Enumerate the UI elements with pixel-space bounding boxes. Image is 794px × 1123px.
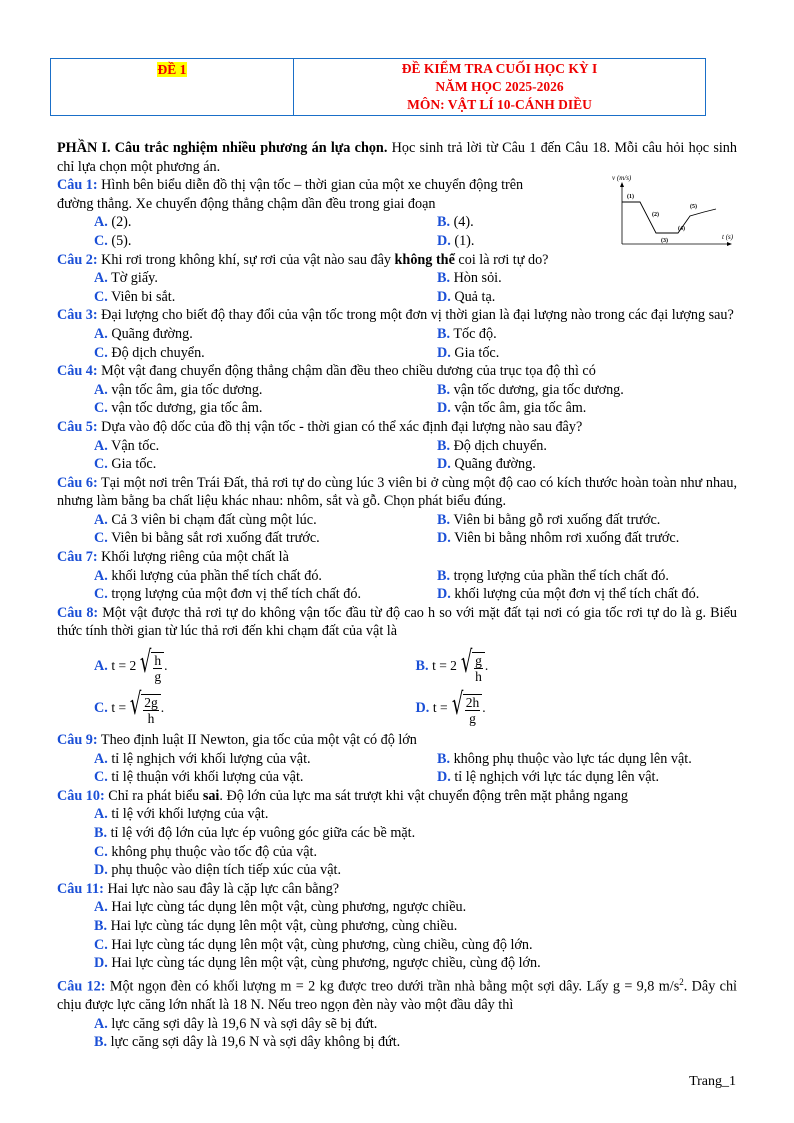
question-emphasis: sai <box>202 787 220 804</box>
option-text: (4). <box>453 214 474 231</box>
graph-ylabel: v (m/s) <box>612 174 632 182</box>
option-a[interactable] <box>57 1015 737 1034</box>
option-d[interactable] <box>57 954 737 973</box>
question-text: coi là rơi tự do? <box>454 251 549 268</box>
option-text: trọng lượng của phần thể tích chất đó. <box>453 567 669 584</box>
option-text: Độ dịch chuyển. <box>453 437 547 454</box>
option-text: phụ thuộc vào diện tích tiếp xúc của vật. <box>111 862 342 879</box>
options-row <box>57 399 737 418</box>
option-c[interactable] <box>94 768 437 787</box>
header-left-cell <box>51 59 294 115</box>
options-row <box>57 325 737 344</box>
option-text: Hòn sỏi. <box>453 270 502 287</box>
option-text: trọng lượng của một đơn vị thể tích chất đó. <box>111 586 361 603</box>
option-text: lực căng sợi dây là 19,6 N và sợi dây không bị đứt. <box>110 1034 401 1051</box>
option-letter: D. <box>94 862 108 879</box>
option-letter: B. <box>437 750 451 767</box>
option-b[interactable] <box>437 213 737 232</box>
page-number: Trang_1 <box>689 1074 736 1089</box>
question-label: Câu 5: <box>57 418 98 435</box>
option-b[interactable] <box>437 437 737 456</box>
option-d[interactable] <box>437 455 737 474</box>
questions-content <box>57 139 737 1052</box>
option-text: Viên bi bằng gỗ rơi xuống đất trước. <box>453 511 661 528</box>
question-label: Câu 10: <box>57 787 105 804</box>
options-row <box>57 567 737 586</box>
option-a[interactable] <box>94 381 437 400</box>
question-9 <box>57 731 737 750</box>
option-d[interactable] <box>437 585 737 604</box>
numerator: h <box>154 653 162 669</box>
option-text: vận tốc âm, gia tốc dương. <box>111 381 263 398</box>
option-letter: A. <box>94 325 108 342</box>
option-letter: C. <box>94 288 108 305</box>
fraction <box>151 652 164 684</box>
option-letter: B. <box>437 567 451 584</box>
option-letter: D. <box>437 769 451 786</box>
option-text: lực căng sợi dây là 19,6 N và sợi dây sẽ bị đứt. <box>111 1015 378 1032</box>
exam-code: ĐỀ 1 <box>157 62 187 77</box>
options-row <box>57 768 737 787</box>
question-emphasis: không thể <box>394 251 455 268</box>
question-label: Câu 11: <box>57 880 104 897</box>
option-c[interactable] <box>94 288 437 307</box>
option-letter: C. <box>94 769 108 786</box>
question-4 <box>57 362 737 381</box>
question-label: Câu 12: <box>57 978 106 995</box>
option-letter: B. <box>437 437 451 454</box>
options-row <box>57 288 737 307</box>
question-text: Theo định luật II Newton, gia tốc của một vật có độ lớn <box>97 732 417 749</box>
option-letter: B. <box>437 381 451 398</box>
option-b[interactable] <box>57 824 737 843</box>
option-a[interactable] <box>94 325 437 344</box>
options-row <box>57 529 737 548</box>
option-letter: C. <box>94 936 108 953</box>
formula: t = √ $\frac{2g}{h}$ . <box>111 687 165 727</box>
option-letter: B. <box>94 825 108 841</box>
question-text: Dựa vào độ dốc của đồ thị vận tốc - thời gian có thể xác định đại lượng nào sau đây? <box>97 418 583 435</box>
option-text: Cả 3 viên bi chạm đất cùng một lúc. <box>111 511 317 528</box>
option-letter: B. <box>94 917 108 934</box>
option-c[interactable] <box>57 936 737 955</box>
option-letter: A. <box>94 381 108 398</box>
option-letter: C. <box>94 843 108 860</box>
option-letter: D. <box>437 232 451 249</box>
option-letter: D. <box>415 699 430 716</box>
part-intro <box>57 139 737 176</box>
option-letter: D. <box>437 400 451 417</box>
options-row <box>57 232 737 251</box>
option-c[interactable] <box>94 399 437 418</box>
option-a[interactable] <box>57 898 737 917</box>
formula: t = √ $\frac{2h}{g}$ . <box>432 687 486 727</box>
numerator: g <box>475 653 482 669</box>
question-text: đường thẳng. Xe chuyển động thẳng chậm dần đều trong giai đoạn <box>57 195 436 212</box>
option-text: tỉ lệ nghịch với khối lượng của vật. <box>111 750 311 767</box>
option-d[interactable] <box>437 344 737 363</box>
option-letter: C. <box>94 344 108 361</box>
option-b[interactable] <box>437 269 737 288</box>
option-c[interactable] <box>94 687 416 727</box>
fraction <box>141 694 161 726</box>
question-text: . Độ lớn của lực ma sát trượt khi vật chuyển động trên mặt phẳng ngang <box>219 787 628 804</box>
sqrt-sign: √ $\frac{g}{h}$ <box>457 648 485 684</box>
graph-xlabel: t (s) <box>722 233 734 241</box>
option-text: tỉ lệ thuận với khối lượng của vật. <box>111 769 304 786</box>
option-letter: A. <box>94 806 108 823</box>
part-instructions: Học sinh trả lời từ Câu 1 đến Câu 18. Mỗi câu hỏi học sinh chỉ lựa chọn một phương án. <box>57 140 737 175</box>
question-1 <box>57 176 737 195</box>
options-row <box>57 269 737 288</box>
option-a[interactable] <box>94 511 437 530</box>
question-label: Câu 8: <box>57 604 99 621</box>
question-text: Một ngọn đèn có khối lượng m = 2 kg được treo dưới trần nhà bằng một sợi dây. Lấy g = 9,8 m/s <box>105 978 680 995</box>
graph-seg-1: (1) <box>627 194 634 200</box>
question-text: . Dây chỉ chịu được lực căng lớn nhất là 18 N. Nếu treo ngọn đèn này vào một đầu dây thì <box>57 978 737 1014</box>
question-text: Chỉ ra phát biểu <box>104 787 203 804</box>
option-letter: A. <box>94 1015 108 1032</box>
option-text: Gia tốc. <box>454 344 500 361</box>
option-c[interactable] <box>94 344 437 363</box>
option-text: vận tốc dương, gia tốc dương. <box>453 381 624 398</box>
option-letter: A. <box>94 657 108 674</box>
option-text: tỉ lệ nghịch với lực tác dụng lên vật. <box>454 769 660 786</box>
denominator: h <box>147 711 155 727</box>
question-label: Câu 2: <box>57 251 98 268</box>
option-text: Hai lực cùng tác dụng lên một vật, cùng phương, cùng chiều. <box>110 917 458 934</box>
options-row <box>57 437 737 456</box>
options-row <box>57 511 737 530</box>
option-letter: D. <box>437 288 451 305</box>
header-right-cell <box>294 59 705 115</box>
denominator: g <box>469 711 476 727</box>
option-text: Tốc độ. <box>453 325 497 342</box>
option-letter: B. <box>415 657 429 674</box>
question-8 <box>57 604 737 641</box>
option-c[interactable] <box>57 843 737 862</box>
options-row <box>57 344 737 363</box>
formula: t = 2 √ $\frac{g}{h}$ . <box>432 645 489 685</box>
question-label: Câu 1: <box>57 177 98 194</box>
option-letter: A. <box>94 899 108 916</box>
option-letter: B. <box>437 214 451 231</box>
option-letter: A. <box>94 567 108 584</box>
question-text: Một vật được thả rơi tự do không vận tốc đầu từ độ cao h so với mặt đất tại nơi có gia tốc rơi tự do là g. Biểu thức tính thời gian từ lúc thả rơi đến khi chạm đất của vật là <box>57 604 737 640</box>
option-text: Hai lực cùng tác dụng lên một vật, cùng phương, cùng chiều, cùng độ lớn. <box>111 936 533 953</box>
option-text: vận tốc dương, gia tốc âm. <box>111 400 263 417</box>
option-letter: A. <box>94 750 108 767</box>
option-letter: B. <box>437 511 451 528</box>
option-text: khối lượng của một đơn vị thể tích chất đó. <box>454 586 700 603</box>
question-3 <box>57 306 737 325</box>
question-text: Khi rơi trong không khí, sự rơi của vật nào sau đây <box>97 251 395 268</box>
graph-seg-2: (2) <box>652 212 659 218</box>
option-text: Quãng đường. <box>111 325 193 342</box>
options-row <box>57 455 737 474</box>
options-row <box>57 750 737 769</box>
option-text: Quả tạ. <box>454 288 496 305</box>
option-letter: B. <box>437 325 451 342</box>
superscript: 2 <box>679 976 684 987</box>
graph-seg-3: (3) <box>661 238 668 244</box>
option-text: Gia tốc. <box>111 456 157 473</box>
option-d[interactable] <box>437 288 737 307</box>
option-text: (1). <box>454 232 475 249</box>
option-letter: B. <box>437 270 451 287</box>
option-b[interactable] <box>415 645 738 685</box>
option-text: khối lượng của phần thể tích chất đó. <box>111 567 322 584</box>
option-letter: A. <box>94 511 108 528</box>
option-c[interactable] <box>94 455 437 474</box>
formula-lhs: t = <box>111 699 127 715</box>
option-text: tỉ lệ với khối lượng của vật. <box>111 806 269 823</box>
option-letter: C. <box>94 699 108 716</box>
sqrt-sign: √ $\frac{2g}{h}$ <box>126 690 161 726</box>
option-a[interactable] <box>94 567 437 586</box>
question-12 <box>57 973 737 1015</box>
option-b[interactable] <box>437 567 737 586</box>
formula-lhs: t = 2 <box>111 657 137 673</box>
option-text: Viên bi sắt. <box>111 288 176 305</box>
question-label: Câu 4: <box>57 363 98 380</box>
option-letter: D. <box>437 456 451 473</box>
option-letter: D. <box>437 530 451 547</box>
sqrt-sign: √ $\frac{h}{g}$ <box>136 648 164 684</box>
denominator: g <box>154 669 162 685</box>
option-a[interactable] <box>94 213 437 232</box>
header-table <box>50 58 706 116</box>
option-text: Tờ giấy. <box>111 270 158 287</box>
option-d[interactable] <box>437 232 737 251</box>
formula-lhs: t = <box>432 699 448 715</box>
fraction <box>472 652 485 684</box>
option-b[interactable] <box>437 511 737 530</box>
option-letter: B. <box>94 1034 108 1051</box>
option-letter: D. <box>437 586 451 603</box>
question-7 <box>57 548 737 567</box>
option-d[interactable] <box>437 399 737 418</box>
formula-lhs: t = 2 <box>432 657 457 673</box>
option-d[interactable] <box>415 687 738 727</box>
question-10 <box>57 787 737 806</box>
option-a[interactable] <box>57 805 737 824</box>
option-b[interactable] <box>57 1033 737 1052</box>
options-row <box>57 213 737 232</box>
exam-title: ĐỀ KIỂM TRA CUỐI HỌC KỲ I <box>401 61 598 76</box>
option-text: (2). <box>111 214 132 231</box>
option-text: tỉ lệ với độ lớn của lực ép vuông góc giữa các bề mặt. <box>110 825 416 841</box>
question-text: Tại một nơi trên Trái Đất, thả rơi tự do cùng lúc 3 viên bi ở cùng một độ cao có kích thước hoàn toàn như nhau, nhưng làm bằng ba chất liệu khác nhau: nhôm, sắt và gỗ. Chọn phát biểu đúng. <box>57 474 737 510</box>
option-a[interactable] <box>94 269 437 288</box>
part-heading: PHẦN I. Câu trắc nghiệm nhiều phương án lựa chọn. <box>57 140 388 156</box>
question-6 <box>57 474 737 511</box>
option-letter: A. <box>94 214 108 231</box>
options-row <box>57 585 737 604</box>
option-b[interactable] <box>437 381 737 400</box>
option-d[interactable] <box>437 768 737 787</box>
option-text: Viên bi bằng sắt rơi xuống đất trước. <box>111 530 320 547</box>
option-text: Độ dịch chuyển. <box>111 344 205 361</box>
options-row <box>57 645 737 687</box>
option-text: Vận tốc. <box>111 437 160 454</box>
option-a[interactable] <box>94 750 437 769</box>
option-letter: C. <box>94 456 108 473</box>
option-text: Hai lực cùng tác dụng lên một vật, cùng phương, ngược chiều, cùng độ lớn. <box>111 955 541 972</box>
option-a[interactable] <box>94 645 416 685</box>
option-b[interactable] <box>437 750 737 769</box>
fraction <box>463 694 483 726</box>
formula: t = 2 √ $\frac{h}{g}$ . <box>111 645 168 685</box>
subject: MÔN: VẬT LÍ 10-CÁNH DIỀU <box>407 97 592 112</box>
school-year: NĂM HỌC 2025-2026 <box>435 79 564 94</box>
question-label: Câu 9: <box>57 732 98 749</box>
question-label: Câu 6: <box>57 474 98 491</box>
question-11 <box>57 880 737 899</box>
question-1-cont <box>57 195 737 214</box>
numerator: 2g <box>144 695 158 711</box>
question-text: Một vật đang chuyển động thẳng chậm dần đều theo chiều dương của trục tọa độ thì có <box>97 363 596 380</box>
option-text: không phụ thuộc vào lực tác dụng lên vật. <box>453 750 692 767</box>
option-c[interactable] <box>94 529 437 548</box>
options-row <box>57 687 737 729</box>
graph-seg-4: (4) <box>678 226 685 232</box>
option-letter: C. <box>94 400 108 417</box>
option-text: không phụ thuộc vào tốc độ của vật. <box>111 843 318 860</box>
option-a[interactable] <box>94 437 437 456</box>
option-text: vận tốc âm, gia tốc âm. <box>454 400 587 417</box>
question-text: Khối lượng riêng của một chất là <box>97 549 289 566</box>
option-letter: C. <box>94 530 108 547</box>
option-d[interactable] <box>57 861 737 880</box>
option-text: Viên bi bằng nhôm rơi xuống đất trước. <box>454 530 680 547</box>
denominator: h <box>475 669 482 685</box>
options-row <box>57 381 737 400</box>
question-label: Câu 7: <box>57 549 98 566</box>
option-c[interactable] <box>94 232 437 251</box>
numerator: 2h <box>465 695 480 711</box>
option-b[interactable] <box>437 325 737 344</box>
question-text: Hai lực nào sau đây là cặp lực cân bằng? <box>103 880 340 897</box>
option-letter: D. <box>94 955 108 972</box>
option-d[interactable] <box>437 529 737 548</box>
option-letter: C. <box>94 586 108 603</box>
option-letter: A. <box>94 270 108 287</box>
question-text: Đại lượng cho biết độ thay đổi của vận tốc trong một đơn vị thời gian là đại lượng nào trong các đại lượng sau? <box>97 307 734 324</box>
option-letter: C. <box>94 232 108 249</box>
option-c[interactable] <box>94 585 437 604</box>
option-text: Hai lực cùng tác dụng lên một vật, cùng phương, ngược chiều. <box>111 899 467 916</box>
option-text: (5). <box>111 232 132 249</box>
option-letter: D. <box>437 344 451 361</box>
question-text: Hình bên biểu diễn đồ thị vận tốc – thời gian của một xe chuyển động trên <box>101 177 524 194</box>
option-b[interactable] <box>57 917 737 936</box>
option-letter: A. <box>94 437 108 454</box>
option-text: Quãng đường. <box>454 456 536 473</box>
graph-seg-5: (5) <box>690 204 697 210</box>
question-2 <box>57 251 737 270</box>
question-label: Câu 3: <box>57 307 98 324</box>
question-5 <box>57 418 737 437</box>
sqrt-sign: √ $\frac{2h}{g}$ <box>448 690 483 726</box>
